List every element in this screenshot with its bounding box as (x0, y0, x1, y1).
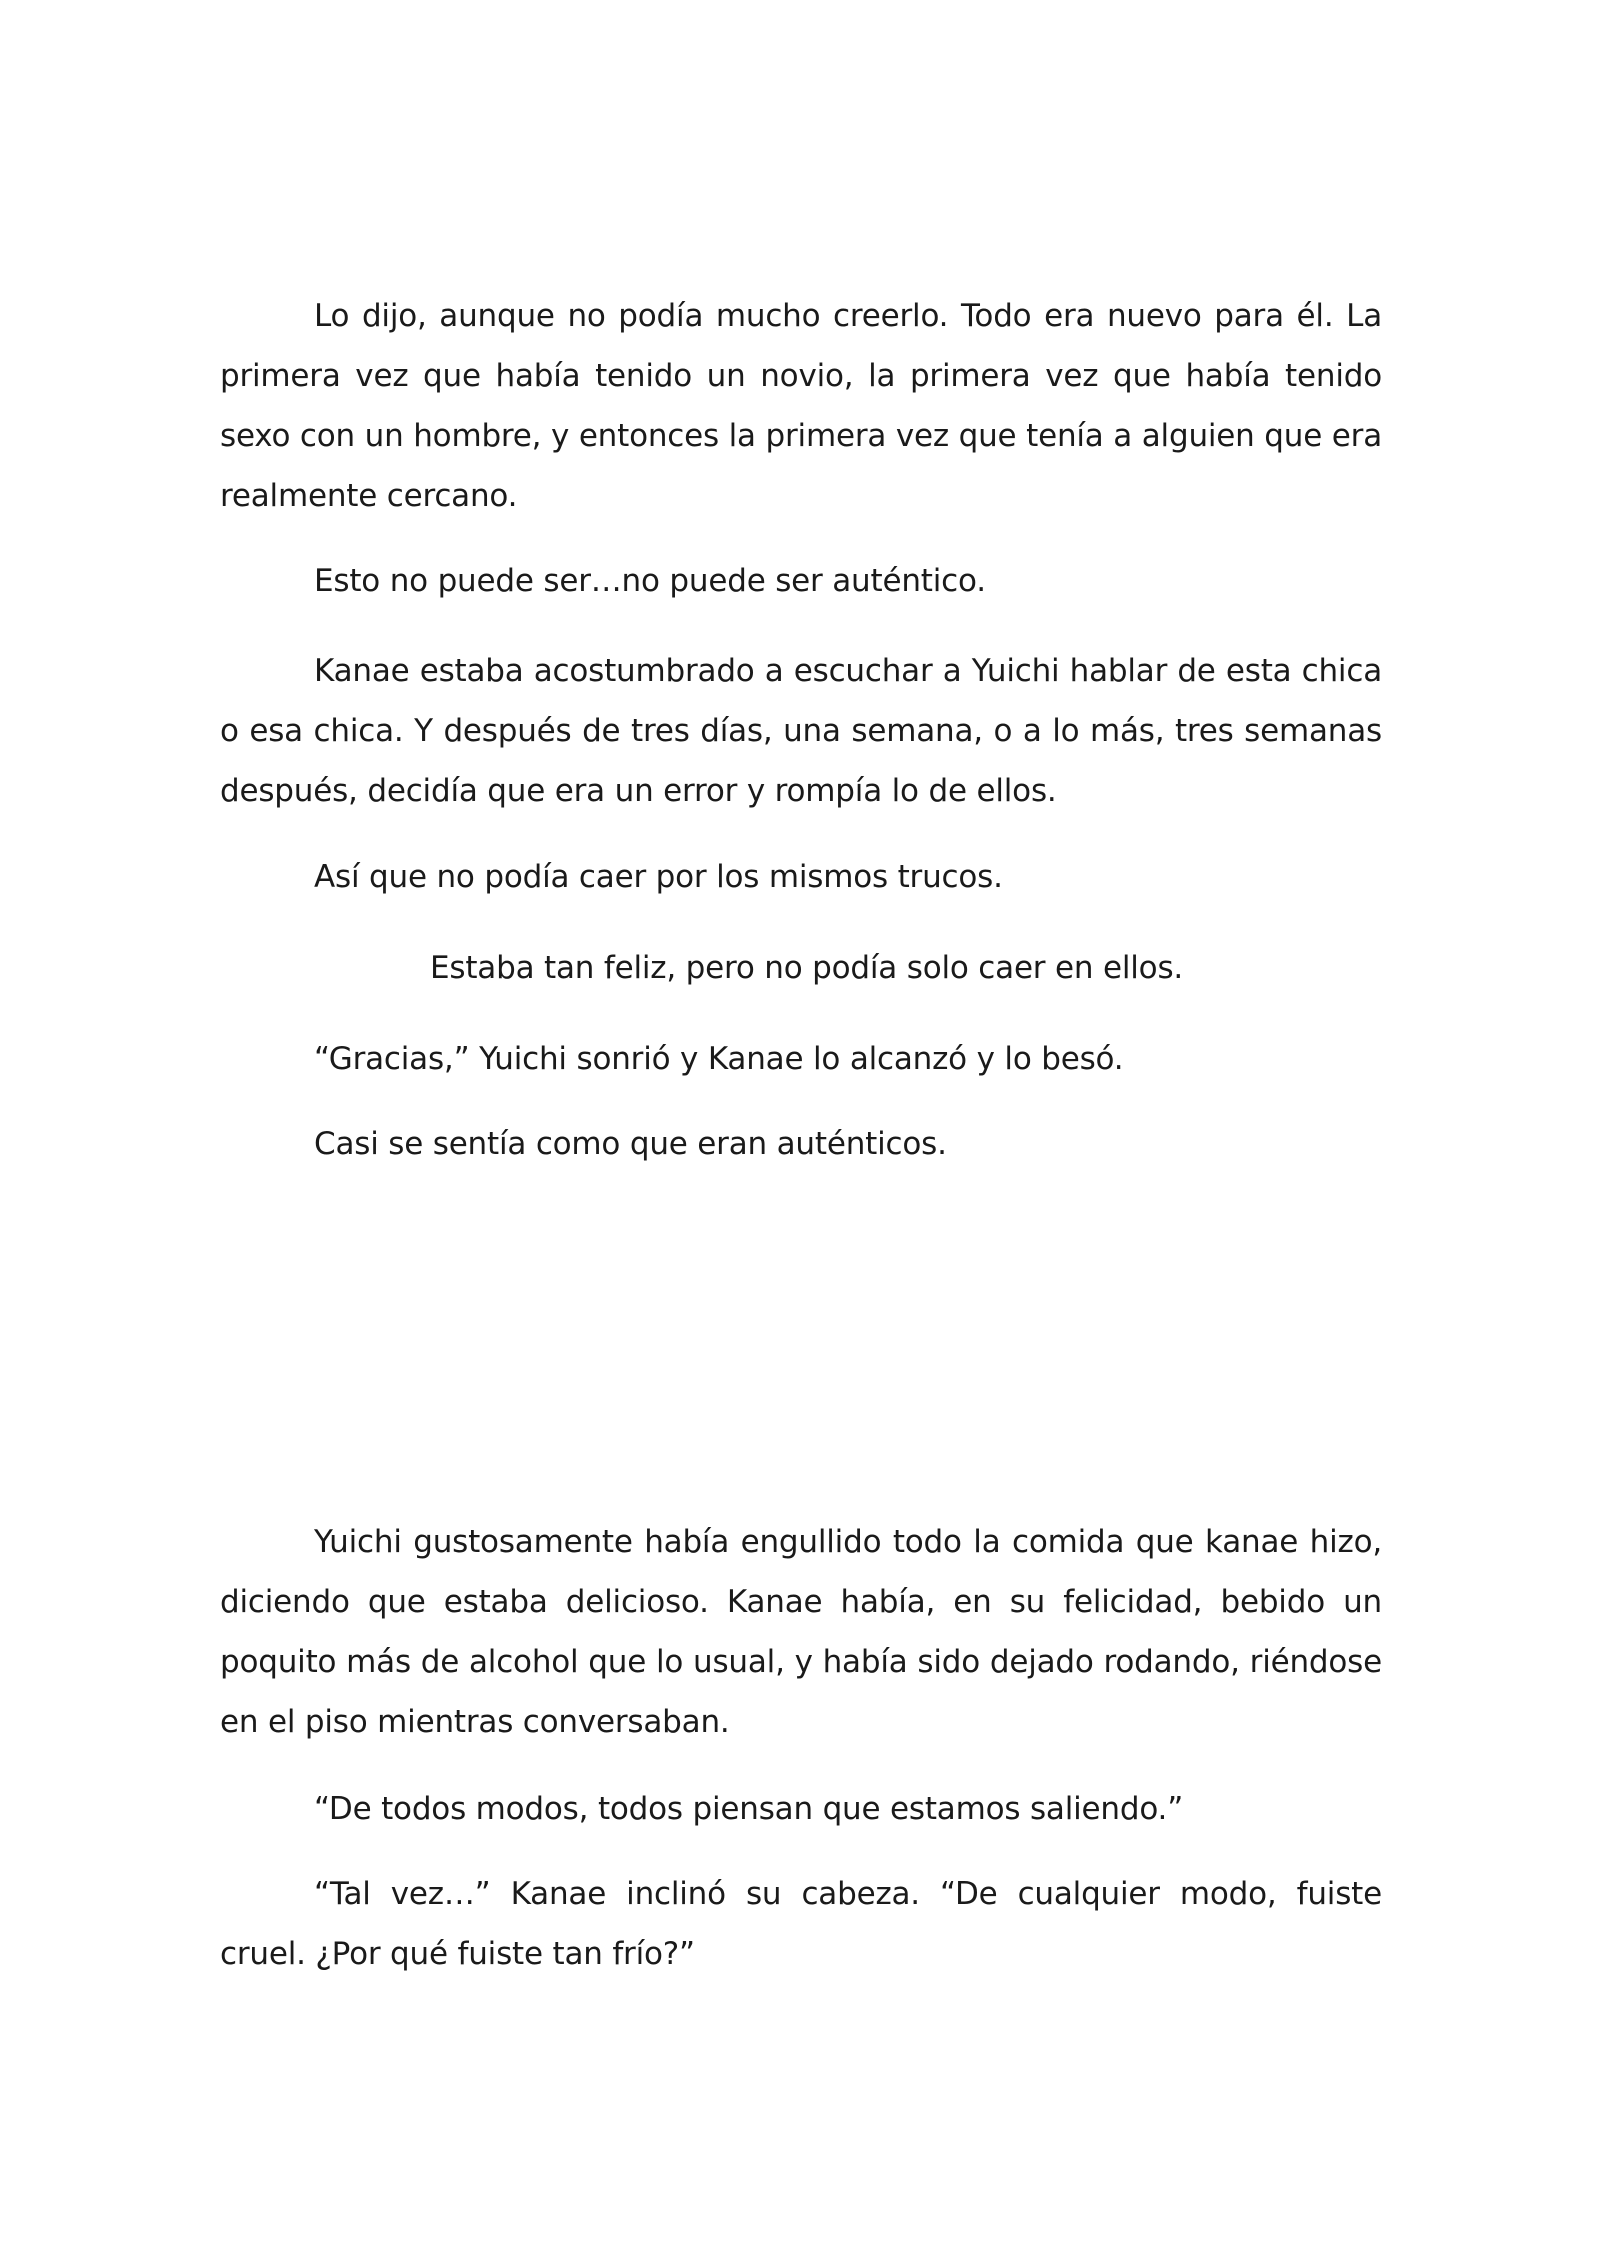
paragraph-7: Casi se sentía como que eran auténticos. (314, 1126, 947, 1162)
paragraph-10-dialogue: “Tal vez…” Kanae inclinó su cabeza. “De cualquier modo, fuiste cruel. ¿Por qué fuiste tan frío?” (220, 1876, 1382, 1972)
paragraph-6-dialogue: “Gracias,” Yuichi sonrió y Kanae lo alcanzó y lo besó. (314, 1041, 1124, 1077)
paragraph-8: Yuichi gustosamente había engullido todo la comida que kanae hizo, diciendo que estaba delicioso. Kanae había, en su felicidad, bebido un poquito más de alcohol que lo usual, y había sido dejado rodando, riéndose en el piso mientras conversaban. (220, 1524, 1382, 1740)
paragraph-4: Así que no podía caer por los mismos trucos. (314, 859, 1003, 895)
paragraph-9-dialogue: “De todos modos, todos piensan que estamos saliendo.” (314, 1791, 1184, 1827)
paragraph-1: Lo dijo, aunque no podía mucho creerlo. Todo era nuevo para él. La primera vez que había tenido un novio, la primera vez que había tenido sexo con un hombre, y entonces la primera vez que tenía a alguien que era realmente cercano. (220, 298, 1382, 514)
paragraph-3: Kanae estaba acostumbrado a escuchar a Yuichi hablar de esta chica o esa chica. Y después de tres días, una semana, o a lo más, tres semanas después, decidía que era un error y rompía lo de ellos. (220, 653, 1382, 809)
paragraph-5-thought: Estaba tan feliz, pero no podía solo caer en ellos. (430, 950, 1184, 986)
paragraph-2-thought: Esto no puede ser…no puede ser auténtico. (314, 563, 986, 599)
